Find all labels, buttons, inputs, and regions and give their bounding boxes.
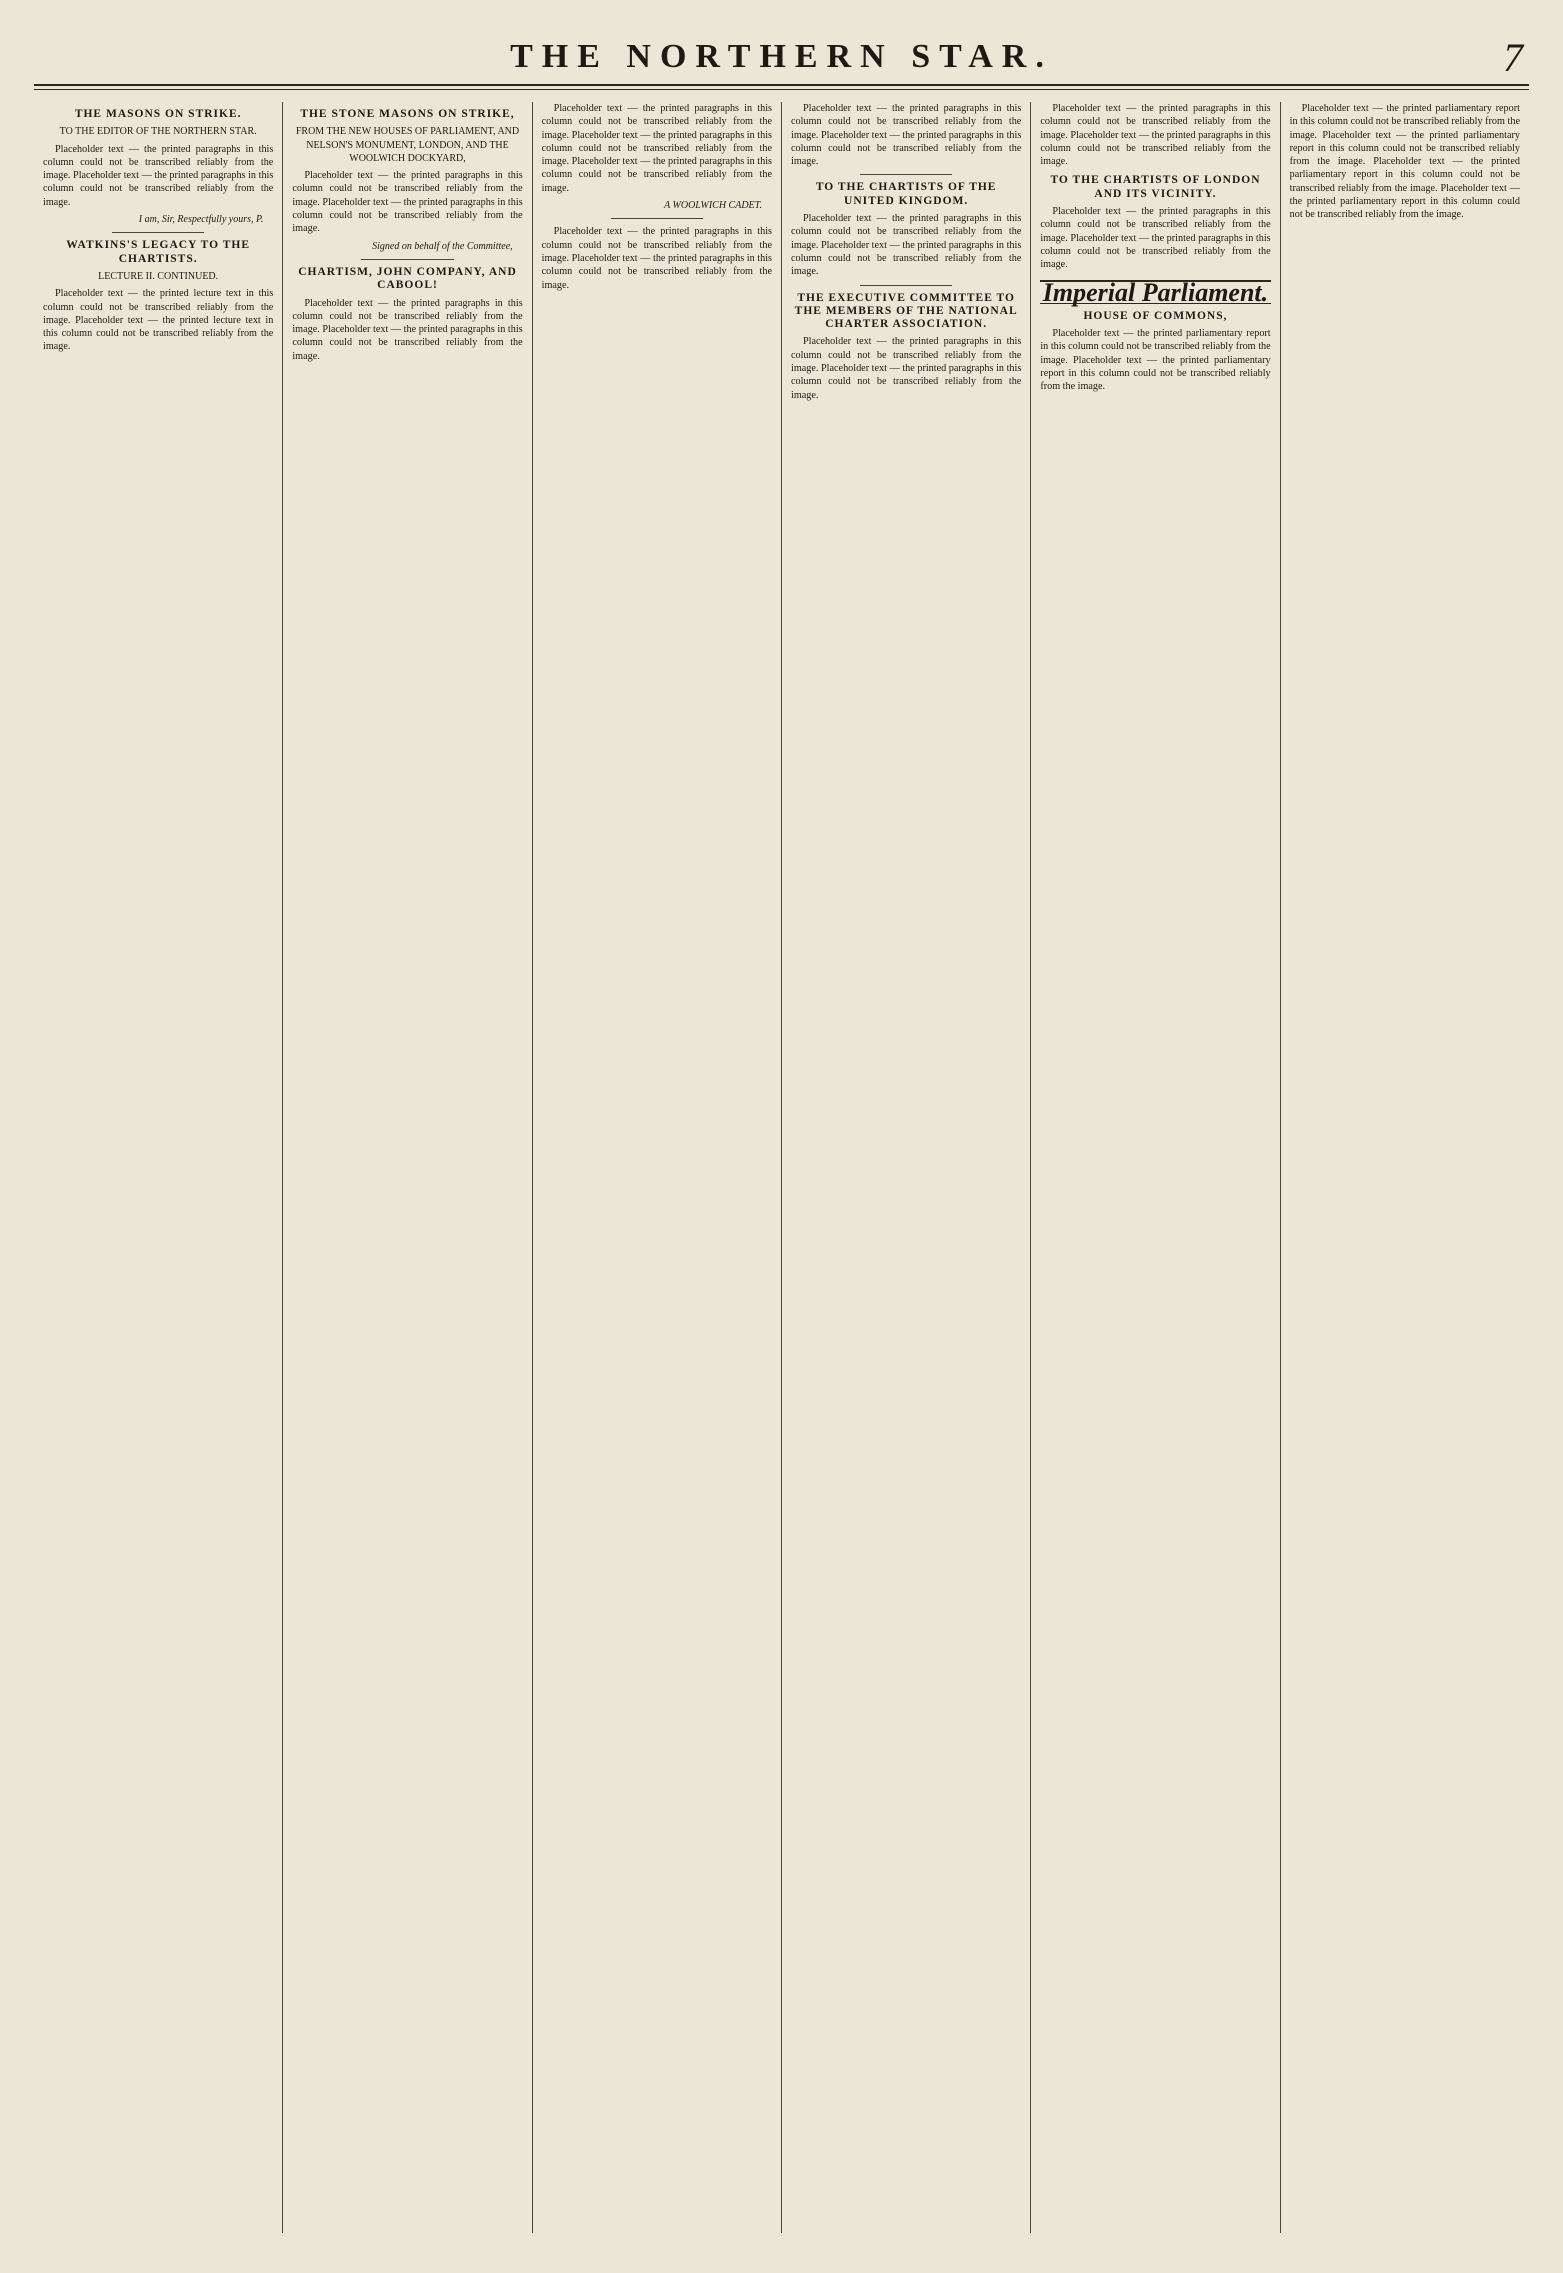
article-body: Placeholder text — the printed parliamentary report in this column could not be transcribed reliably from the image. Placeholder text — the printed parliamentary report in this column could not be transcribed reliably from the image. Placeholder text — the printed parliamentary report in this column could not be transcribed reliably from the image. Placeholder text — the printed parliamentary report in this column could not be transcribed reliably from the image.: [1289, 103, 1520, 221]
article-body: Placeholder text — the printed paragraphs in this column could not be transcribed reliably from the image. Placeholder text — the printed paragraphs in this column could not be transcribed reliably from the image.: [1040, 103, 1271, 168]
masthead: [34, 35, 1529, 86]
divider: [860, 285, 952, 286]
divider: [611, 218, 703, 219]
article-signature: A WOOLWICH CADET.: [664, 200, 762, 212]
column-6: [1281, 102, 1529, 2233]
article-body: Placeholder text — the printed lecture text in this column could not be transcribed reliably from the image. Placeholder text — the printed lecture text in this column could not be transcribed reliably from the image.: [43, 288, 274, 353]
article-headline: THE MASONS ON STRIKE.: [74, 108, 242, 120]
page-number: 7: [1503, 35, 1523, 80]
column-4: [782, 102, 1031, 2233]
article-body: Placeholder text — the printed paragraphs in this column could not be transcribed reliably from the image. Placeholder text — the printed paragraphs in this column could not be transcribed reliably from the image. Placeholder text — the printed paragraphs in this column could not be transcribed reliably from the image.: [541, 103, 772, 194]
article-signature: I am, Sir, Respectfully yours, P.: [138, 214, 264, 226]
divider: [361, 259, 453, 260]
article-body: Placeholder text — the printed paragraphs in this column could not be transcribed reliably from the image. Placeholder text — the printed paragraphs in this column could not be transcribed reliably from the image.: [43, 143, 274, 208]
article-body: Placeholder text — the printed paragraphs in this column could not be transcribed reliably from the image. Placeholder text — the printed paragraphs in this column could not be transcribed reliably from the image.: [541, 226, 772, 291]
newspaper-title: THE NORTHERN STAR.: [510, 38, 1053, 75]
article-headline: THE STONE MASONS ON STRIKE,: [300, 108, 515, 120]
article-headline: HOUSE OF COMMONS,: [1083, 309, 1228, 322]
article-body: Placeholder text — the printed paragraphs in this column could not be transcribed reliably from the image. Placeholder text — the printed paragraphs in this column could not be transcribed reliably from the image.: [292, 297, 523, 362]
column-5: [1031, 102, 1280, 2233]
article-body: Placeholder text — the printed paragraphs in this column could not be transcribed reliably from the image. Placeholder text — the printed paragraphs in this column could not be transcribed reliably from the image.: [790, 213, 1022, 278]
divider: [860, 174, 952, 175]
article-headline: TO THE CHARTISTS OF THE UNITED KINGDOM.: [815, 181, 997, 207]
article-subheadline: LECTURE II. CONTINUED.: [98, 270, 219, 282]
article-headline: WATKINS'S LEGACY TO THE CHARTISTS.: [66, 239, 251, 265]
article-body: Placeholder text — the printed paragraphs in this column could not be transcribed reliably from the image. Placeholder text — the printed paragraphs in this column could not be transcribed reliably from the image.: [790, 336, 1022, 401]
article-headline: CHARTISM, JOHN COMPANY, AND CABOOL!: [298, 265, 517, 292]
article-headline: THE EXECUTIVE COMMITTEE TO THE MEMBERS OF THE NATIONAL CHARTER ASSOCIATION.: [794, 291, 1018, 331]
section-header: Imperial Parliament.: [1040, 280, 1270, 304]
article-subheadline: FROM THE NEW HOUSES OF PARLIAMENT, AND NELSON'S MONUMENT, LONDON, AND THE WOOLWICH DOCKYARD,: [295, 126, 520, 164]
columns: [34, 102, 1529, 2233]
article-headline: TO THE CHARTISTS OF LONDON AND ITS VICINITY.: [1050, 174, 1261, 200]
article-subheadline: TO THE EDITOR OF THE NORTHERN STAR.: [59, 126, 257, 138]
article-signature: Signed on behalf of the Committee,: [372, 240, 513, 252]
divider: [112, 232, 204, 233]
column-3: [533, 102, 782, 2233]
article-body: Placeholder text — the printed paragraphs in this column could not be transcribed reliably from the image. Placeholder text — the printed paragraphs in this column could not be transcribed reliably from the image.: [790, 103, 1022, 168]
column-2: [283, 102, 532, 2233]
column-1: [34, 102, 283, 2233]
article-body: Placeholder text — the printed paragraphs in this column could not be transcribed reliably from the image. Placeholder text — the printed paragraphs in this column could not be transcribed reliably from the image.: [1040, 206, 1271, 271]
article-body: Placeholder text — the printed parliamentary report in this column could not be transcribed reliably from the image. Placeholder text — the printed parliamentary report in this column could not be transcribed reliably from the image.: [1040, 328, 1271, 393]
article-body: Placeholder text — the printed paragraphs in this column could not be transcribed reliably from the image. Placeholder text — the printed paragraphs in this column could not be transcribed reliably from the image.: [292, 170, 523, 235]
masthead-rule: [34, 89, 1529, 90]
